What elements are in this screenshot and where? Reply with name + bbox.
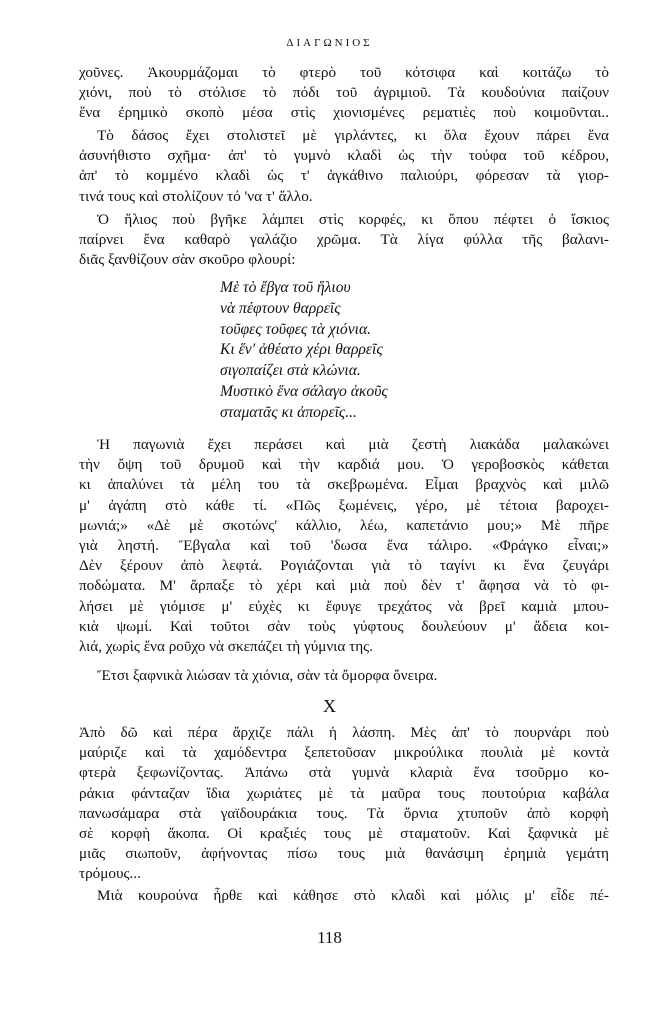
text-line: τινά τους καὶ στολίζουν τό 'να τ' ἄλλο. — [79, 187, 313, 205]
text-line: μαύριζε καὶ τὰ χαμόδεντρα ξεπετοῦσαν μικρούλικα πουλιὰ μὲ κοντὰ — [79, 744, 609, 762]
paragraph-3 — [79, 210, 609, 271]
text-line: χιόνι, ποὺ τὸ στόλισε τὸ πόδι τοῦ ἀγριμιοῦ. Τὰ κουδούνια παίζουν — [79, 84, 609, 102]
text-line: Τὸ δάσος ἔχει στολιστεῖ μὲ γιρλάντες, κι ὅλα ἔχουν πάρει ἕνα — [97, 127, 609, 144]
text-line: κιὰ ψωμί. Καὶ τοῦτοι σὰν τοὺς γύφτους δουλεύουν μ' ἄδεια κοι- — [79, 617, 609, 635]
text-line: κι ἁπαλύνει τὰ μέλη του τὰ σκεβρωμένα. Εἶμαι βραχνὸς καὶ μιλῶ — [79, 476, 609, 494]
poem-line: Κι ἕν' ἀθέατο χέρι θαρρεῖς — [220, 341, 383, 359]
text-line: ἀσυνήθιστο σχῆμα· ἀπ' τὸ γυμνὸ κλαδὶ ὡς τὴν τούφα τοῦ κέδρου, — [79, 147, 609, 165]
text-line: Ἡ παγωνιὰ ἔχει περάσει καὶ μιὰ ζεστὴ λιακάδα μαλακώνει — [97, 436, 609, 453]
text-line: διᾶς ξανθίζουν σὰν σκοῦρο φλουρί: — [79, 251, 296, 269]
text-line: ράκια φάνταζαν ἴδια χωριάτες μὲ τὰ μαῦρα τους πουτούρια καβάλα — [79, 784, 609, 802]
text-line: ἕνα ἐρημικὸ σκοπὸ μέσα στὶς χιονισμένες ρεματιὲς ποὺ κοιμοῦνται.. — [79, 104, 609, 122]
text-line: ἀπ' τὸ κομμένο κλαδὶ ὡς τ' ἀγκάθινο παλιούρι, φόρεσαν τὰ γιορ- — [79, 167, 609, 185]
poem-line: σιγοπαίζει στὰ κλώνια. — [220, 362, 361, 380]
poem-line: νὰ πέφτουν θαρρεῖς — [220, 299, 341, 317]
text-line: τρόμους... — [79, 865, 141, 883]
text-line: χοῦνες. Ἀκουρμάζομαι τὸ φτερὸ τοῦ κότσιφα καὶ κοιτάζω τὸ — [79, 64, 609, 81]
text-line: γιὰ ληστή. Ἔβγαλα καὶ τοῦ 'δωσα ἕνα τάλιρο. «Φράγκο εἶναι;» — [79, 537, 609, 555]
poem-line: τοῦφες τοῦφες τὰ χιόνια. — [220, 320, 372, 338]
page-number: 118 — [317, 928, 342, 947]
text-line: Μιὰ κουρούνα ἦρθε καὶ κάθησε στὸ κλαδὶ καὶ μόλις μ' εἶδε πέ- — [97, 887, 609, 904]
poem — [220, 278, 388, 424]
text-line: παίρνει ἕνα καθαρὸ γαλάζιο χρῶμα. Τὰ λίγα φύλλα τῆς βαλανι- — [79, 231, 609, 249]
text-line: πανωσάμαρα στὰ γαϊδουράκια τους. Τὰ ὄρνια χτυποῦν ἀπὸ κορφὴ — [79, 804, 609, 822]
text-line: μιᾶς σιωποῦν, ἀφήνοντας πίσω τους μιὰ θανάσιμη ἐρημιὰ γεμάτη — [79, 845, 609, 863]
paragraph-1 — [79, 63, 609, 124]
text-line: Ἀπὸ δῶ καὶ πέρα ἄρχιζε πάλι ἡ λάσπη. Μὲς ἀπ' τὸ πουρνάρι ποὺ — [79, 724, 609, 741]
text-line: σὲ κορφὴ ἄκοπα. Οἱ κραξιές τους μὲ σταματοῦν. Καὶ ξαφνικὰ μὲ — [79, 825, 609, 843]
text-line: μ' ἀγάπη στὸ κάθε τί. «Πῶς ξωμένεις, γέρο, μὲ τέτοια βαροχει- — [79, 496, 609, 514]
paragraph-2 — [79, 126, 609, 207]
running-head: ΔΙΑΓΩΝΙΟΣ — [286, 37, 373, 49]
paragraph-7 — [79, 886, 609, 906]
section-number: X — [323, 696, 336, 716]
paragraph-6 — [79, 723, 609, 885]
poem-line: Μυστικὸ ἕνα σάλαγο ἀκοῦς — [220, 382, 388, 400]
poem-line: Μὲ τὸ ἔβγα τοῦ ἥλιου — [220, 279, 351, 296]
paragraph-5 — [79, 666, 609, 686]
text-line: ποδώματα. Μ' ἅρπαξε τὸ χέρι καὶ μιὰ ποὺ δὲν τ' ἄφησα νὰ τὸ φι- — [79, 577, 609, 595]
text-line: λήσει μὲ γιόμισε μ' εὐχὲς κι ἔφυγε τρεχάτος νὰ βρεῖ καμιὰ μπου- — [79, 597, 609, 615]
text-line: λιά, χωρὶς ἕνα ροῦχο νὰ σκεπάζει τὴ γύμνια της. — [79, 638, 373, 656]
poem-line: σταματᾶς κι ἀπορεῖς... — [220, 403, 357, 421]
text-line: Ὁ ἥλιος ποὺ βγῆκε λάμπει στὶς κορφές, κι ὅπου πέφτει ὁ ἴσκιος — [97, 211, 609, 228]
text-line: Ἔτσι ξαφνικὰ λιώσαν τὰ χιόνια, σὰν τὰ ὄμορφα ὄνειρα. — [97, 667, 438, 684]
text-line: τὴν ὄψη τοῦ δρυμοῦ καὶ τὴν καρδιά μου. Ὁ γεροβοσκὸς κάθεται — [79, 456, 609, 474]
text-line: φτερὰ ξεφωνίζοντας. Ἀπάνω στὰ γυμνὰ κλαριὰ ἕνα τσοῦρμο κο- — [79, 764, 609, 782]
paragraph-4 — [79, 435, 609, 657]
text-line: Δὲν ξέρουν ἀπὸ λεφτά. Ρογιάζονται γιὰ τὸ ταγίνι κι ἕνα ζευγάρι — [79, 557, 609, 575]
text-line: μωνιά;» «Δὲ μὲ σκοτώνς' κάλλιο, λέω, καπετάνιο μου;» Μὲ πῆρε — [79, 516, 609, 534]
